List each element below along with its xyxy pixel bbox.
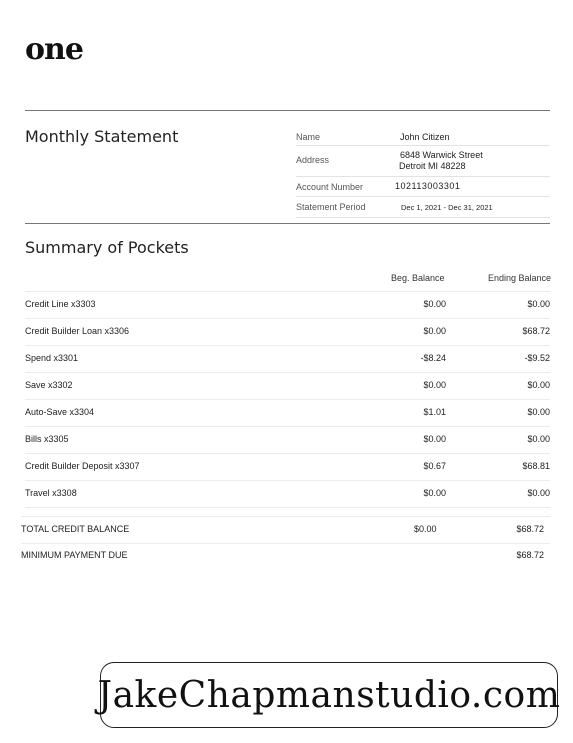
account-info-table [296, 128, 550, 218]
top-divider [25, 110, 550, 111]
info-value: Dec 1, 2021 - Dec 31, 2021 [401, 203, 493, 212]
total-label: MINIMUM PAYMENT DUE [21, 550, 128, 560]
pocket-name: Save x3302 [25, 380, 73, 390]
ending-balance: $0.00 [527, 488, 550, 498]
table-row [25, 480, 550, 508]
pocket-name: Auto-Save x3304 [25, 407, 95, 417]
info-value: 102113003301 [395, 181, 461, 191]
column-header-ending-balance: Ending Balance [487, 273, 551, 283]
studio-watermark: JakeChapmanstudio.com [100, 662, 558, 728]
table-row [25, 453, 550, 481]
table-row [25, 372, 550, 400]
info-row-name [296, 128, 550, 146]
info-label: Name [296, 132, 321, 142]
total-ending-balance: $68.72 [516, 550, 544, 560]
ending-balance: $0.00 [527, 380, 550, 390]
info-label: Address [296, 155, 330, 165]
total-label: TOTAL CREDIT BALANCE [21, 524, 130, 534]
pocket-name: Travel x3308 [25, 488, 77, 498]
beg-balance: $0.00 [423, 299, 446, 309]
info-value: Detroit MI 48228 [399, 161, 466, 171]
beg-balance: $0.00 [423, 380, 446, 390]
info-value: John Citizen [400, 132, 450, 142]
info-label: Statement Period [296, 202, 366, 212]
column-header-beg-balance: Beg. Balance [391, 273, 445, 283]
ending-balance: -$9.52 [524, 353, 550, 363]
table-row [25, 291, 550, 319]
info-value: 6848 Warwick Street [400, 150, 483, 160]
summary-title: Summary of Pockets [25, 238, 189, 257]
statement-title: Monthly Statement [25, 127, 179, 146]
table-row [25, 318, 550, 346]
beg-balance: $0.00 [423, 488, 446, 498]
pocket-name: Credit Line x3303 [25, 299, 96, 309]
beg-balance: $0.00 [423, 434, 446, 444]
beg-balance: $0.67 [423, 461, 446, 471]
info-row-account-number [296, 177, 550, 197]
beg-balance: -$8.24 [420, 353, 446, 363]
ending-balance: $68.81 [522, 461, 550, 471]
info-row-statement-period [296, 197, 550, 218]
total-ending-balance: $68.72 [516, 524, 544, 534]
ending-balance: $0.00 [527, 407, 550, 417]
info-label: Account Number [296, 182, 364, 192]
total-beg-balance: $0.00 [414, 524, 437, 534]
table-row [25, 399, 550, 427]
info-row-address [296, 146, 550, 177]
total-credit-balance-row [21, 517, 550, 544]
beg-balance: $0.00 [423, 326, 446, 336]
ending-balance: $0.00 [527, 434, 550, 444]
ending-balance: $0.00 [527, 299, 550, 309]
pocket-name: Credit Builder Loan x3306 [25, 326, 130, 336]
pocket-name: Credit Builder Deposit x3307 [25, 461, 140, 471]
brand-logo: one [25, 32, 83, 67]
beg-balance: $1.01 [423, 407, 446, 417]
table-row [25, 345, 550, 373]
section-divider [25, 223, 550, 224]
ending-balance: $68.72 [522, 326, 550, 336]
minimum-payment-row [21, 543, 550, 569]
pocket-name: Spend x3301 [25, 353, 79, 363]
table-row [25, 426, 550, 454]
pocket-name: Bills x3305 [25, 434, 69, 444]
